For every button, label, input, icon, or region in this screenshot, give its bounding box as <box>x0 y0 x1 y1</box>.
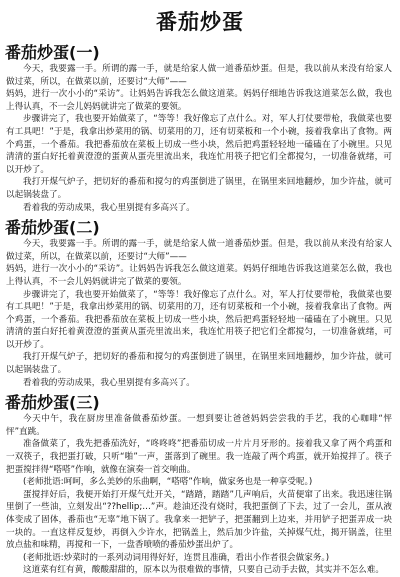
section-heading: 番茄炒蛋(一) <box>5 43 100 62</box>
teacher-comment: (老师批语:呵呵，多么美妙的乐曲啊，“嗒嗒”作响，做家务也是一种享受呢。) <box>23 477 313 488</box>
paragraph: 看着我的劳动成果，我心里别提有多高兴了。 <box>23 202 195 213</box>
teacher-comment: (老师批语:炒菜时的一系列动词用得好好，连贯且准确，看出小作者很会做家务。) <box>23 552 330 563</box>
paragraph: 步骤讲完了，我也要开始做菜了，“等等！我好像忘了点什么。对，军人打仗要带枪，我做菜也要有工具吧！”于是，我拿出炒菜用的锅、切菜用的刀，还有切菜板和一个小碗，接着我拿出了食物。两个鸡蛋，一个番茄。我把番茄放在菜板上切成一些小块，然后把鸡蛋轻轻地一磕磕在了小碗里。只见清清的蛋白好托着黄澄澄的蛋黄从蛋壳里流出来，我连忙用筷子把它们全都搅匀，一切准备就绪，可以开炒了。 <box>6 114 392 175</box>
paragraph: 今天中午，我在厨房里准备做番茄炒蛋。一想到要让爸爸妈妈尝尝我的手艺，我的心咖啡“怦怦”直跳。 <box>6 414 392 437</box>
paragraph: 看着我的劳动成果，我心里别提有多高兴了。 <box>23 377 195 388</box>
section-heading: 番茄炒蛋(二) <box>5 218 100 238</box>
section-3 <box>0 393 400 577</box>
paragraph: 我打开煤气炉子，把切好的番茄和搅匀的鸡蛋倒进了锅里，在锅里来回地翻炒，加少许盐，就可以起锅装盘了。 <box>6 177 392 200</box>
section-1 <box>0 43 400 214</box>
paragraph: 今天，我要露一手。所谓的露一手，就是给家人做一道番茄炒蛋。但是，我以前从来没有给家人做过菜，所以，在做菜以前，还要讨“大师”—— <box>6 239 392 262</box>
paragraph: 今天，我要露一手。所谓的露一手，就是给家人做一道番茄炒蛋。但是，我以前从来没有给家人做过菜，所以，在做菜以前，还要讨“大师”—— <box>6 64 392 87</box>
paragraph: 步骤讲完了，我也要开始做菜了，“等等！我好像忘了点什么。对，军人打仗要带枪，我做菜也要有工具吧！”于是，我拿出炒菜用的锅、切菜用的刀，还有切菜板和一个小碗，接着我拿出了食物。两个鸡蛋，一个番茄。我把番茄放在菜板上切成一些小块，然后把鸡蛋轻轻地一磕磕在了小碗里。只见清清的蛋白好托着黄澄澄的蛋黄从蛋壳里流出来，我连忙用筷子把它们全都搅匀，一切准备就绪，可以开炒了。 <box>6 289 392 350</box>
paragraph: 妈妈，进行一次小小的“采访”。让妈妈告诉我怎么做这道菜。妈妈仔细地告诉我这道菜怎么做，我也上得认真，不一会儿妈妈就讲完了做菜的要领。 <box>6 264 392 287</box>
paragraph: 我打开煤气炉子，把切好的番茄和搅匀的鸡蛋倒进了锅里，在锅里来回地翻炒，加少许盐，就可以起锅装盘了。 <box>6 352 392 376</box>
document-title: 番茄炒蛋 <box>156 10 244 34</box>
paragraph: 妈妈，进行一次小小的“采访”。让妈妈告诉我怎么做这道菜。妈妈仔细地告诉我这道菜怎么做，我也上得认真，不一会儿妈妈就讲完了做菜的要领。 <box>6 89 392 112</box>
section-2 <box>0 218 400 389</box>
section-heading: 番茄炒蛋(三) <box>5 393 100 413</box>
paragraph: 这道菜有红有黄，酸酸甜甜的，原本以为很难做的事情，只要自己动手去做，其实并不怎么难。 <box>23 565 384 576</box>
paragraph: 蛋搅拌好后，我便开始打开煤气灶开关，“踏踏，踏踏”几声响后，火苗便窜了出来。我迅速往锅里倒了一些油，立刻发出“??hellip;…”声。趁油还没有烧时，我把蛋倒了下去，过了一会儿，蛋从液体变成了固体，番茄也“无辜”地下锅了。我拿来一把铲子，把蛋翻到上边来，并用铲子把蛋弄成一块一块的。一直这样反复炒，再倒入少许水，把锅盖上，然后加少许盐，关掉煤气灶，揭开锅盖，往里放点盐和味精，再搅和一下，一盘香喷喷的番茄炒蛋出炉了。 <box>6 489 392 551</box>
paragraph: 准备做菜了，我先把番茄洗好，“咚咚咚”把番茄切成一片片月牙形的。接着我又拿了两个鸡蛋和一双筷子，我把蛋打破，只听“啪”一声，蛋落到了碗里。我一连敲了两个鸡蛋，就开始搅拌了。筷子把蛋搅拌得“嗒嗒”作响，就像在演奏一首交响曲。 <box>6 439 392 475</box>
